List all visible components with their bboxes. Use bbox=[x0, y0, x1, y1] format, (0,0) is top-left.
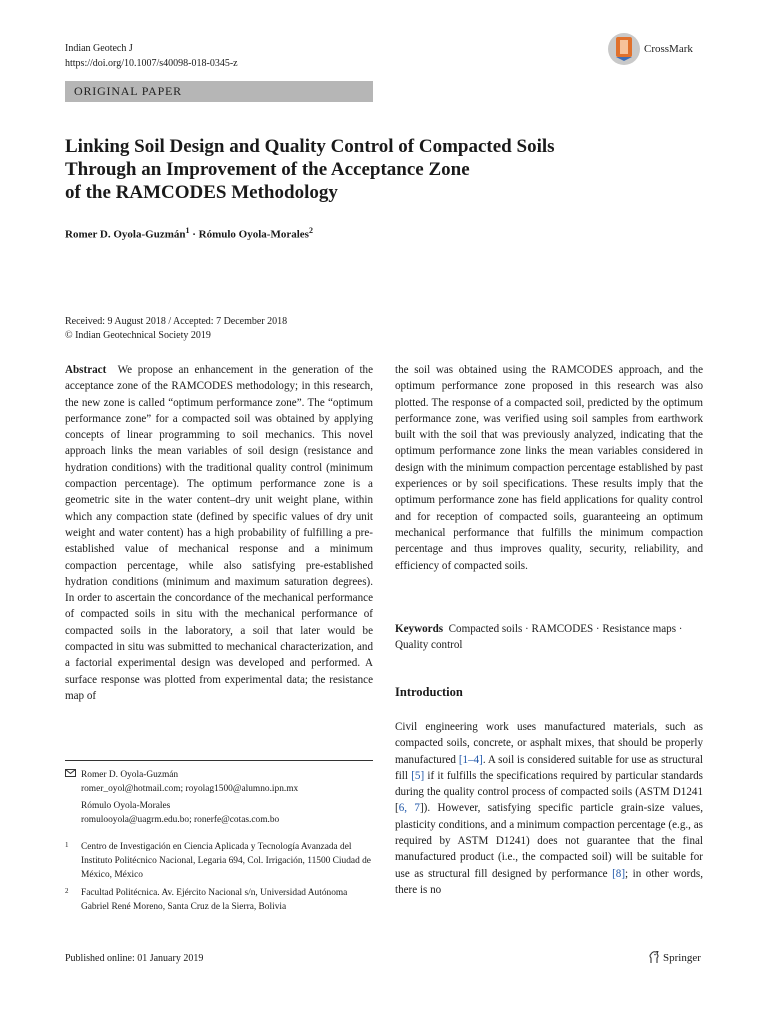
affiliation bbox=[65, 840, 373, 882]
author-name[interactable]: Romer D. Oyola-Guzmán bbox=[65, 228, 186, 241]
received-accepted: Received: 9 August 2018 / Accepted: 7 December 2018 bbox=[65, 316, 288, 327]
author-email[interactable]: romulooyola@uagrm.edu.bo; ronerfe@cotas.com.bo bbox=[81, 815, 280, 825]
citation-link[interactable]: 6, 7 bbox=[398, 802, 420, 815]
author-name[interactable]: Rómulo Oyola-Morales bbox=[198, 228, 309, 241]
article-type-banner bbox=[65, 81, 373, 102]
citation-link[interactable]: [1–4] bbox=[458, 753, 483, 766]
keywords bbox=[395, 621, 703, 654]
author-affiliation-mark: 2 bbox=[308, 226, 313, 235]
affiliation-number: 2 bbox=[65, 887, 69, 895]
introduction-paragraph bbox=[395, 719, 703, 898]
article-type-label: ORIGINAL PAPER bbox=[74, 84, 182, 98]
keywords-text: Compacted soils · RAMCODES · Resistance maps · Quality control bbox=[395, 623, 683, 652]
abstract-continued: the soil was obtained using the RAMCODES approach, and the optimum performance zone proposed in this research was also plotted. The response of a compacted soil, predicted by the optimum performance zone, was verified using soil samples from earthwork built with the soil that was previously analyzed, indicating that the optimum performance zone links the mean variables considered in design with the minimum compaction percentage established by past experiences or by soil specifications. These results imply that the optimum performance zone has field applications for quality control and for reception of compacted soils, guaranteeing an optimum mechanical performance that fulfills the minimum compaction percentage and thus improves quality, security, reliability, and efficiency of compacted soils. bbox=[395, 364, 703, 572]
envelope-icon bbox=[65, 768, 81, 782]
intro-text: . A soil is considered suitable for use as structural fill bbox=[395, 753, 703, 782]
journal-name: Indian Geotech J bbox=[65, 43, 133, 54]
title-line: of the RAMCODES Methodology bbox=[65, 182, 338, 203]
crossmark-badge[interactable] bbox=[608, 28, 718, 70]
title-line: Through an Improvement of the Acceptance Zone bbox=[65, 159, 470, 180]
paper-title bbox=[65, 135, 695, 204]
co-author: Rómulo Oyola-Morales bbox=[81, 801, 171, 811]
publisher-name: Springer bbox=[663, 951, 701, 964]
publisher-logo[interactable] bbox=[648, 951, 701, 964]
crossmark-icon bbox=[608, 33, 640, 65]
crossmark-label: CrossMark bbox=[644, 43, 693, 55]
journal-header bbox=[65, 41, 238, 71]
keywords-label: Keywords bbox=[395, 623, 444, 635]
intro-text: ]). However, satisfying specific particle grain-size values, plasticity conditions, and a minimum compaction percentage (e.g., as required by ASTM D1241) does not guarantee that the final manufactured product (i.e., the compacted soil) will be suitable for use as structural fill designed by performance bbox=[395, 802, 703, 880]
author-affiliation-mark: 1 bbox=[185, 226, 190, 235]
doi-link[interactable]: https://doi.org/10.1007/s40098-018-0345-z bbox=[65, 58, 238, 69]
affiliation bbox=[65, 886, 373, 914]
abstract-text: We propose an enhancement in the generation of the acceptance zone of the RAMCODES methodology; in this research, the new zone is called “optimum performance zone”. The “optimum performance zone” for a compacted soil was obtained by applying concepts of linear programming to soil mechanics. This novel approach links the mean variables of soil design (resistance and hydration conditions) with the traditional quality control (minimum compaction percentage). The optimum performance zone is a geometric site in the water content–dry unit weight plane, within which any compaction state (defined by specific values of dry unit weight and water content) has a high probability of fulfilling a pre-established value of mechanical response and a minimum compaction percentage, while also satisfying pre-established hydration conditions (minimum and maximum saturation degrees). In order to ascertain the concordance of the mechanical performance of compacted soils in situ with the mechanical performance of compacted soils in the laboratory, a soil that later would be compacted in situ was submitted to mechanical characterization, and a factorial experimental design was developed and performed. A surface response was plotted from experimental data; the resistance map of bbox=[65, 364, 373, 702]
section-heading-introduction: Introduction bbox=[395, 685, 463, 699]
intro-text: ; in other words, there is no bbox=[395, 867, 704, 896]
abstract bbox=[65, 362, 373, 704]
springer-horse-icon bbox=[648, 951, 660, 964]
author-email[interactable]: romer_oyol@hotmail.com; royolag1500@alumno.ipn.mx bbox=[81, 784, 299, 794]
intro-text: Civil engineering work uses manufactured materials, such as compacted soils, concrete, or asphalt mixes, that should be properly manufactured bbox=[395, 721, 703, 766]
affiliation-text: Facultad Politécnica. Av. Ejército Nacional s/n, Universidad Autónoma Gabriel René Moreno, Santa Cruz de la Sierra, Bolivia bbox=[81, 888, 348, 912]
correspondence bbox=[65, 768, 373, 827]
article-dates bbox=[65, 315, 287, 343]
author-separator: · bbox=[189, 228, 199, 241]
citation-link[interactable]: [5] bbox=[411, 769, 425, 782]
corresponding-author: Romer D. Oyola-Guzmán bbox=[81, 770, 179, 780]
citation-link[interactable]: [8] bbox=[612, 867, 626, 880]
copyright: © Indian Geotechnical Society 2019 bbox=[65, 330, 211, 341]
abstract-heading: Abstract bbox=[65, 364, 107, 376]
affiliation-number: 1 bbox=[65, 841, 69, 849]
title-line: Linking Soil Design and Quality Control of Compacted Soils bbox=[65, 136, 555, 157]
intro-text: if it fulfills the specifications required by particular standards during the quality control process of compacted soils (ASTM D1241 [ bbox=[395, 769, 703, 815]
published-online: Published online: 01 January 2019 bbox=[65, 953, 204, 964]
affiliation-text: Centro de Investigación en Ciencia Aplicada y Tecnología Avanzada del Instituto Politécnico Nacional, Legaria 694, Col. Irrigación, 11500 Ciudad de México, México bbox=[81, 842, 371, 880]
footnote-divider bbox=[65, 760, 373, 761]
author-list bbox=[65, 226, 313, 241]
